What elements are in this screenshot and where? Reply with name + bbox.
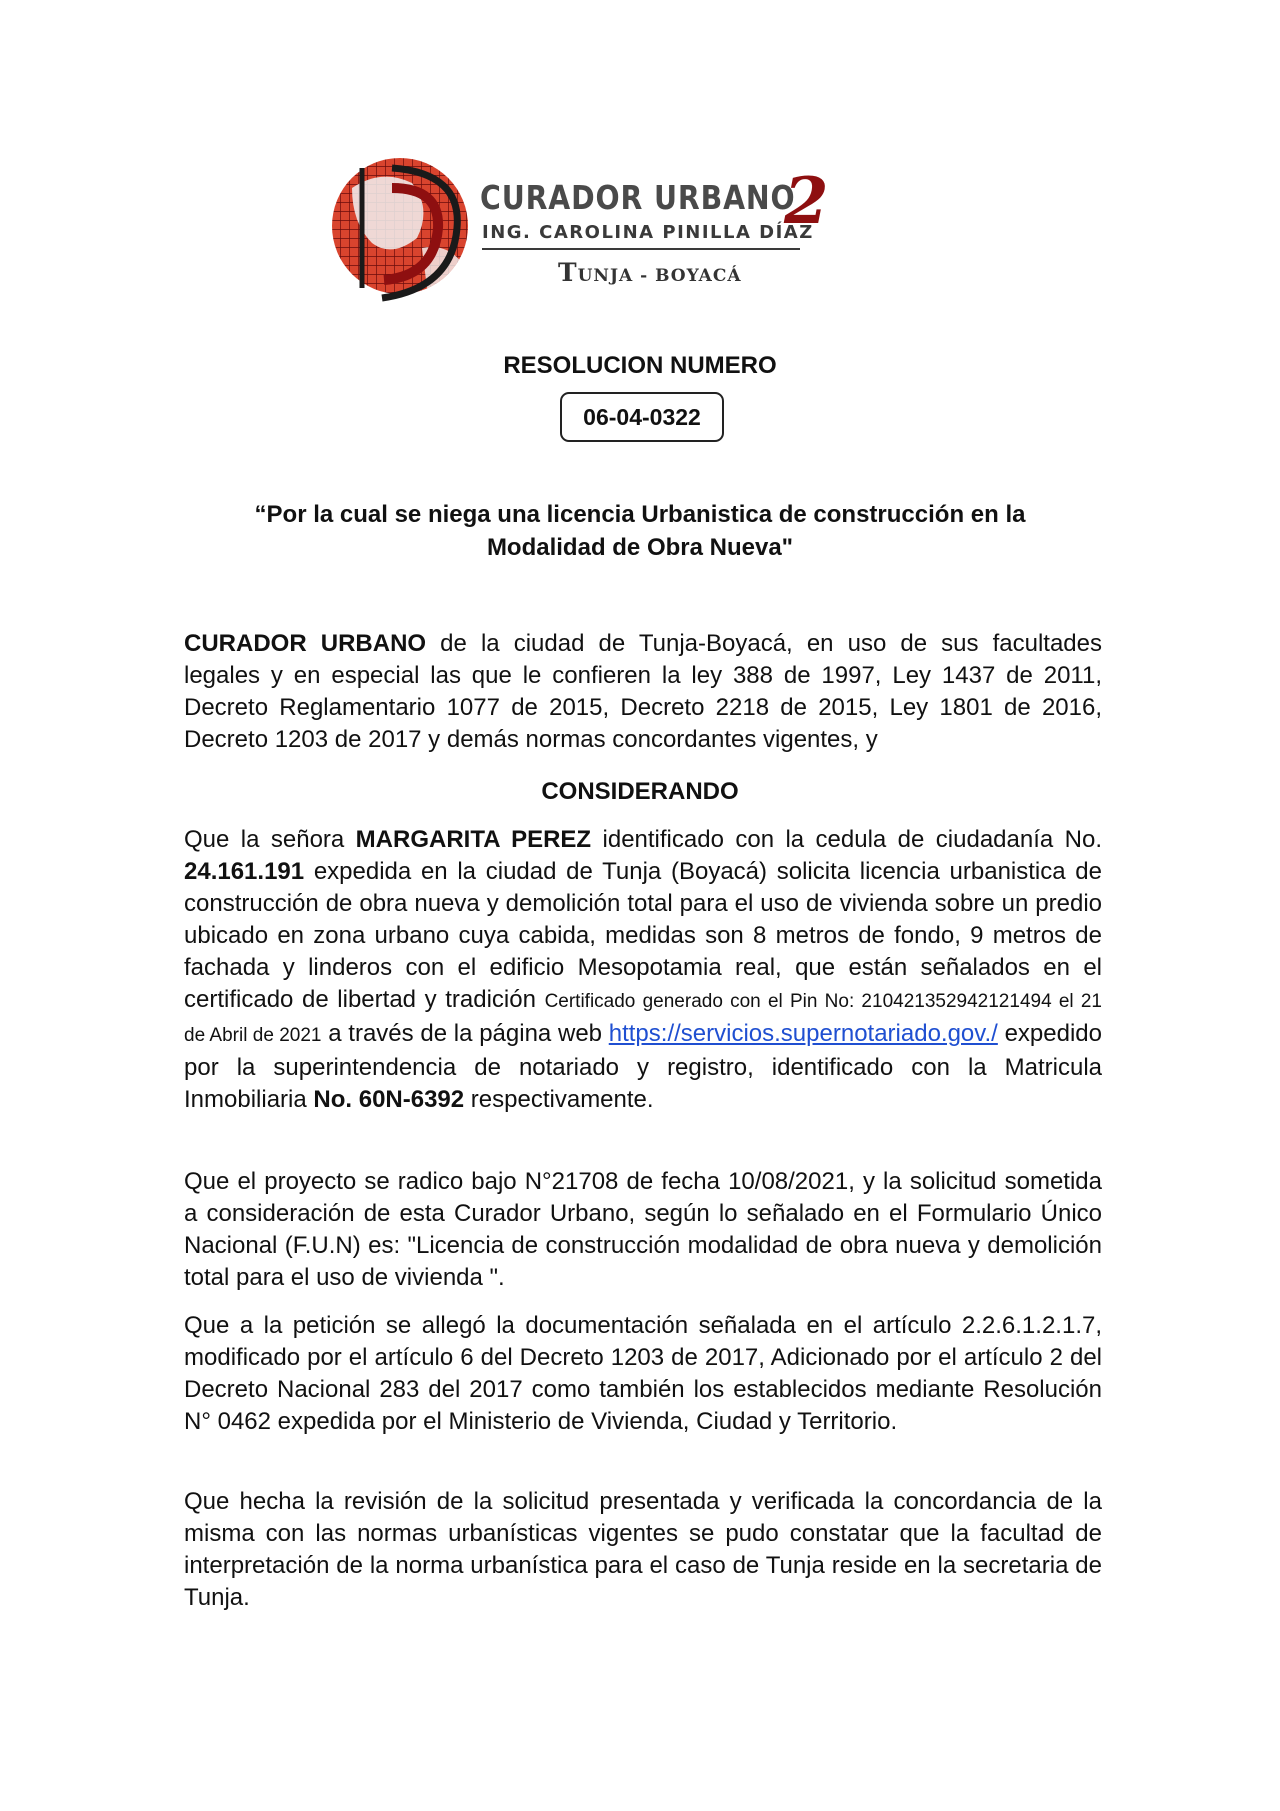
intro-bold-lead: CURADOR URBANO [184,630,427,657]
p1-text-4: a través de la página web [321,1020,609,1047]
resolution-label: RESOLUCION NUMERO [503,352,777,379]
certificate-reference: Certificado generado con el Pin No: 210421352942121494 el 21 de Abril de 2021 [184,991,1102,1046]
p1-text-1: Que la señora [184,826,356,853]
globe-grid-emblem [322,148,482,308]
considerando-heading: CONSIDERANDO [541,778,739,805]
logo-curator-name: ING. CAROLINA PINILLA DÍAZ [482,222,814,243]
applicant-id-number: 24.161.191 [184,858,305,885]
logo-title: CURADOR URBANO [480,178,796,217]
logo-city-initial: T [558,258,578,287]
applicant-name: MARGARITA PEREZ [355,826,592,853]
resolution-number-box: 06-04-0322 [560,392,724,442]
p1-text-2: identificado con la cedula de ciudadanía No. [591,826,1102,853]
p1-text-6: respectivamente. [464,1086,654,1113]
logo-divider [482,248,800,250]
considerando-paragraph-1 [184,824,1102,1116]
p1-text-3: expedida en la ciudad de Tunja (Boyacá) solicita licencia urbanistica de construcción de obra nueva y demolición total para el uso de vivienda sobre un predio ubicado en zona urbano cuya cabida, medidas son 8 metros de fondo, 9 metros de fachada y linderos con el edificio Mesopotamia real, que están señalados en el certificado de libertad y tradición [184,858,1102,1013]
supernotariado-link[interactable]: https://servicios.supernotariado.gov./ [608,1020,998,1047]
logo-city [558,258,742,287]
logo-number: 2 [784,164,829,239]
matricula-number: No. 60N-6392 [313,1086,465,1113]
considerando-paragraph-4: Que hecha la revisión de la solicitud presentada y verificada la concordancia de la misma con las normas urbanísticas vigentes se pudo constatar que la facultad de interpretación de la norma urbanística para el caso de Tunja reside en la secretaria de Tunja. [184,1488,1102,1611]
intro-paragraph [184,628,1102,756]
considerando-paragraph-3: Que a la petición se allegó la documentación señalada en el artículo 2.2.6.1.2.1.7, modificado por el artículo 6 del Decreto 1203 de 2017, Adicionado por el artículo 2 del Decreto Nacional 283 del 2017 como también los establecidos mediante Resolución N° 0462 expedida por el Ministerio de Vivienda, Ciudad y Territorio. [184,1312,1102,1435]
resolution-subject: “Por la cual se niega una licencia Urbanistica de construcción en la Modalidad de Obra Nueva" [254,501,1026,561]
intro-text: de la ciudad de Tunja-Boyacá, en uso de sus facultades legales y en especial las que le confieren la ley 388 de 1997, Ley 1437 de 2011, Decreto Reglamentario 1077 de 2015, Decreto 2218 de 2015, Ley 1801 de 2016, Decreto 1203 de 2017 y demás normas concordantes vigentes, y [184,630,1103,753]
curador-logo [322,148,829,308]
logo-city-rest: UNJA - BOYACÁ [577,266,742,286]
considerando-paragraph-2: Que el proyecto se radico bajo N°21708 de fecha 10/08/2021, y la solicitud sometida a consideración de esta Curador Urbano, según lo señalado en el Formulario Único Nacional (F.U.N) es: "Licencia de construcción modalidad de obra nueva y demolición total para el uso de vivienda ". [184,1168,1102,1291]
p1-text-5: expedido por la superintendencia de notariado y registro, identificado con la Matricula Inmobiliaria [184,1020,1102,1113]
